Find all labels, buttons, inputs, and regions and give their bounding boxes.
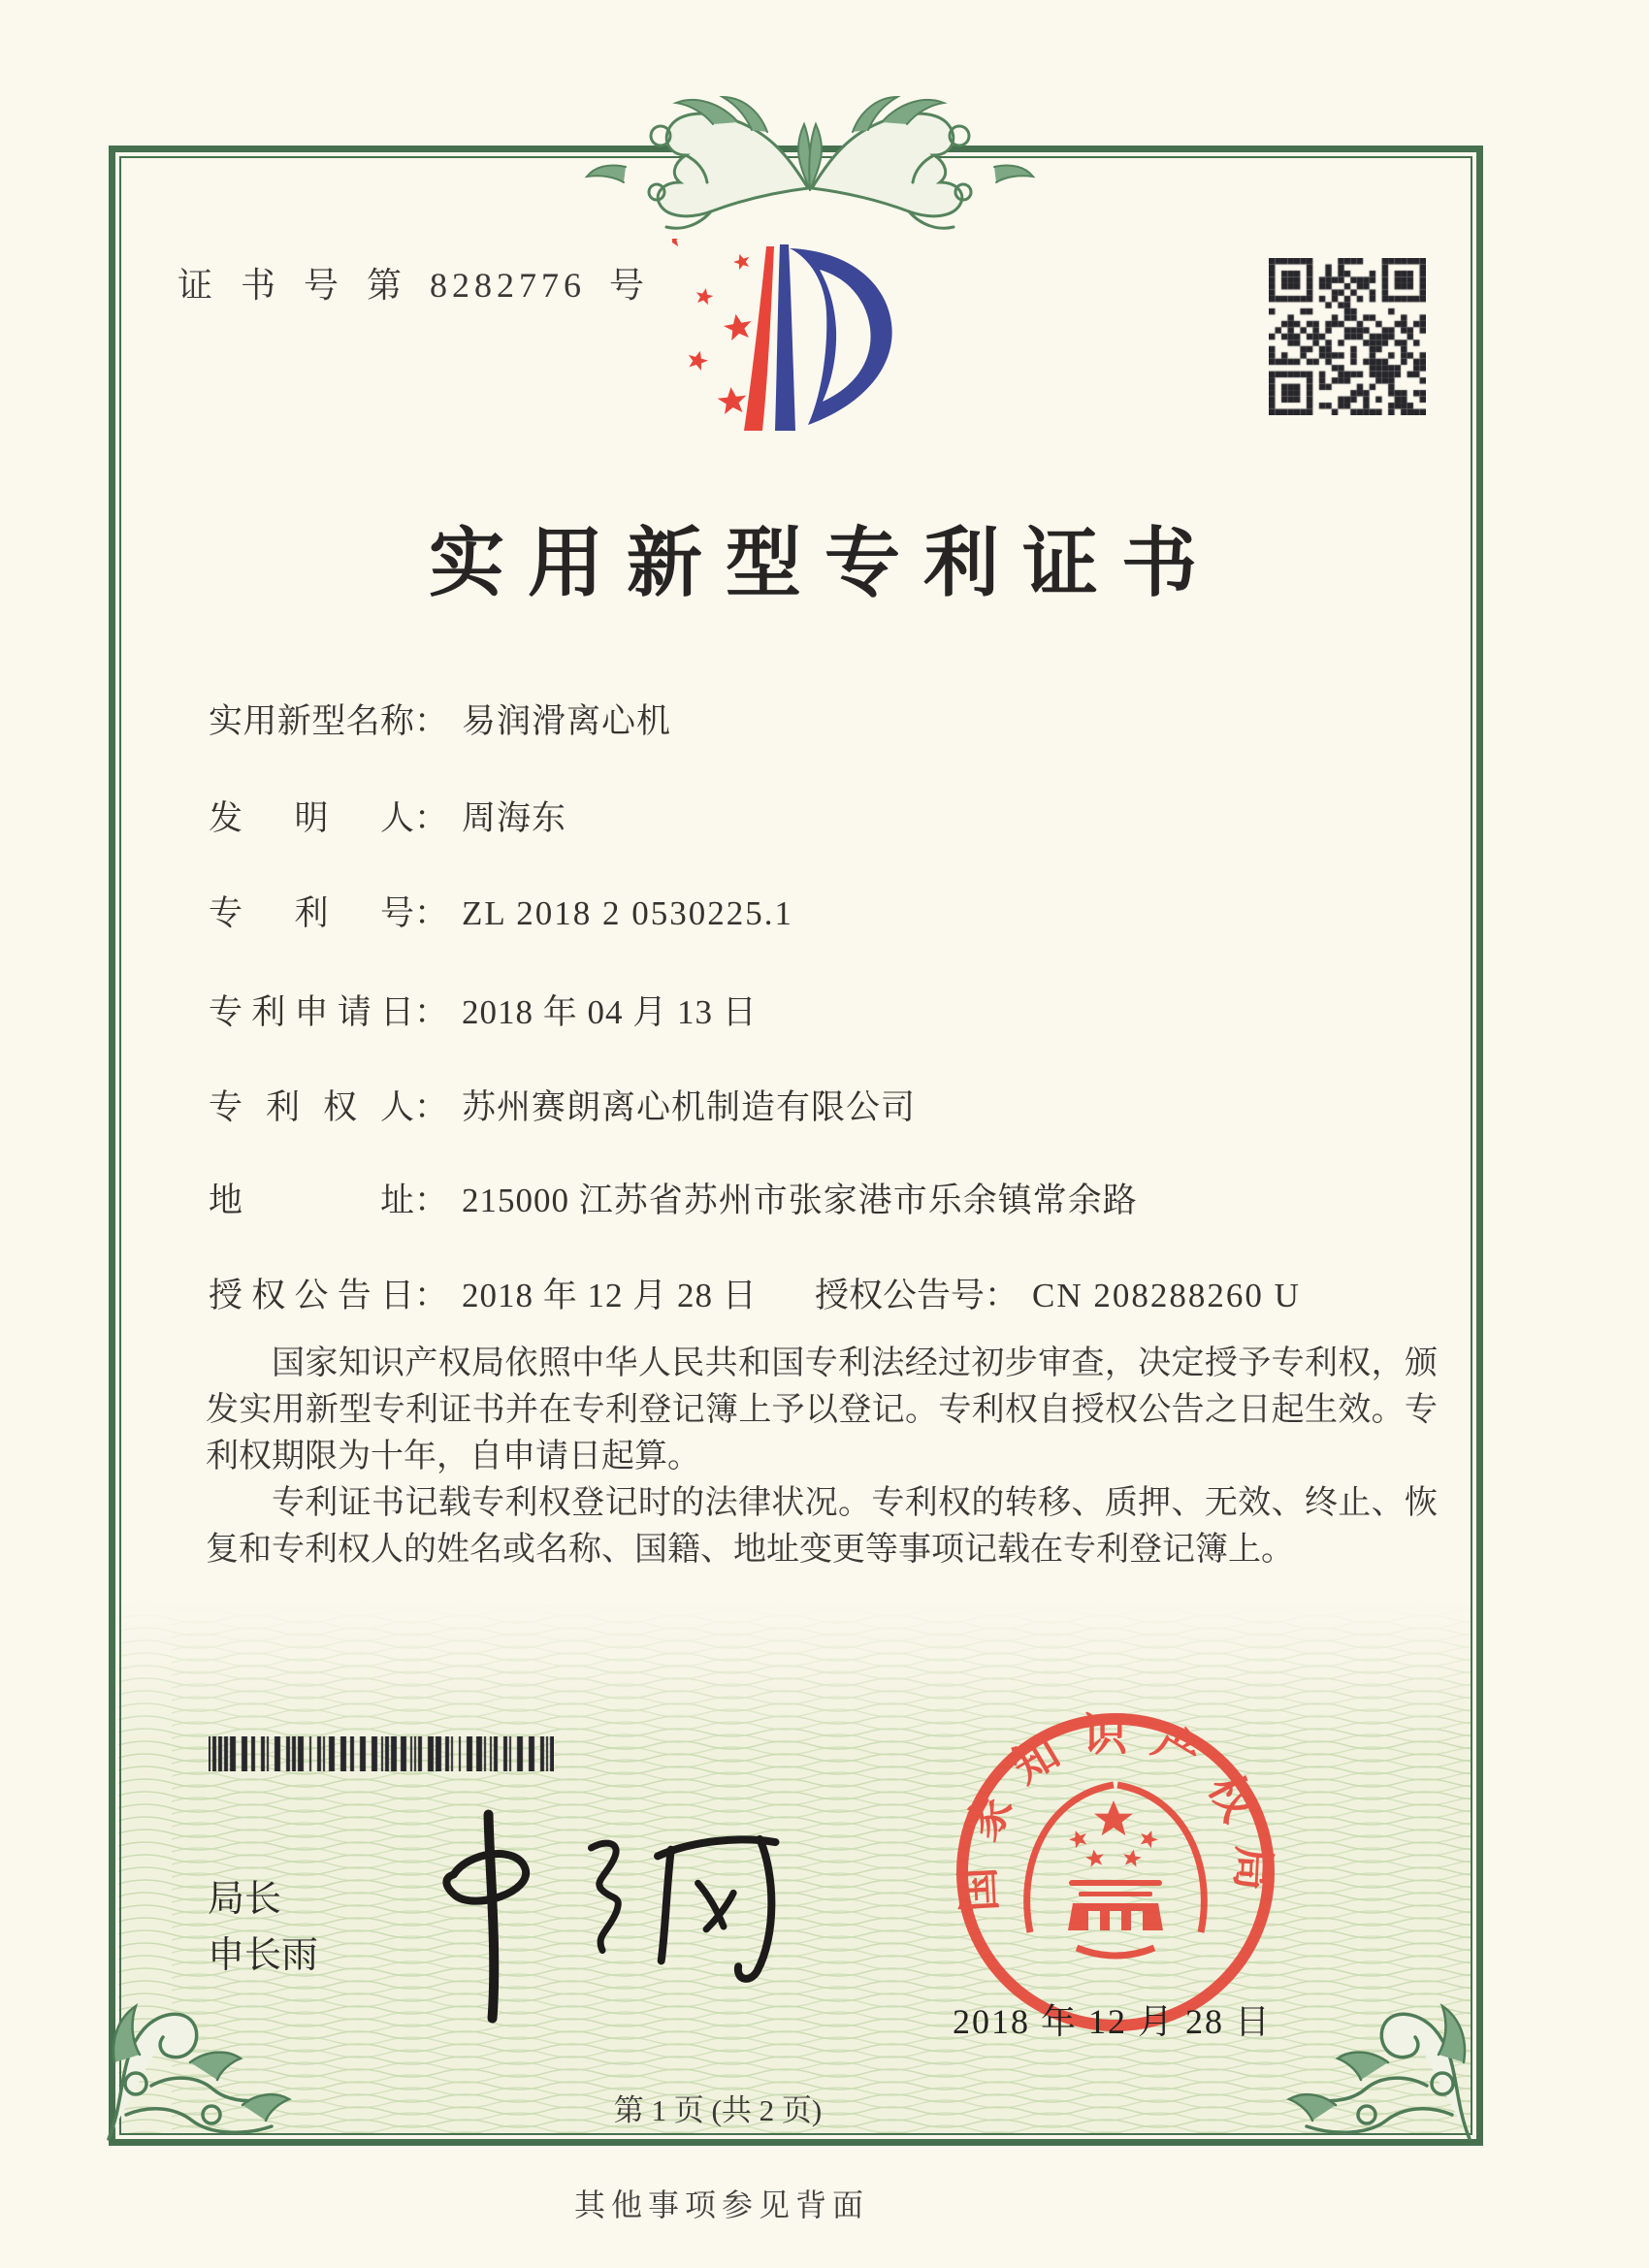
seal-text: 国家知识产权局: [952, 1709, 1279, 1914]
legal-text: [206, 1341, 1438, 1573]
field-row-patentee: [209, 1081, 916, 1129]
field-value: 215000 江苏省苏州市张家港市乐余镇常余路: [462, 1182, 1138, 1219]
certificate-title: 实用新型专利证书: [428, 521, 1220, 605]
field-colon: ：: [414, 1088, 449, 1126]
field-label: 专利号: [209, 894, 414, 932]
field-row-address: [209, 1174, 1138, 1222]
field-colon: ：: [414, 1182, 449, 1219]
field-label: 专利申请日: [209, 993, 414, 1031]
field-row-patent-number: [209, 887, 793, 935]
legal-paragraph-1: 国家知识产权局依照中华人民共和国专利法经过初步审查，决定授予专利权，颁发实用新型专利证书并在专利登记簿上予以登记。专利权自授权公告之日起生效。专利权期限为十年，自申请日起算。: [206, 1345, 1438, 1474]
field-value: 易润滑离心机: [462, 702, 672, 740]
field-value: 2018 年 12 月 28 日: [462, 1277, 758, 1314]
field-label: 发明人: [209, 799, 414, 837]
field-value: 2018 年 04 月 13 日: [462, 993, 758, 1031]
field-row-grant: [209, 1269, 1450, 1317]
field-value: 周海东: [462, 799, 567, 837]
seal-date: 2018 年 12 月 28 日: [953, 2002, 1273, 2041]
field-value: ZL 2018 2 0530225.1: [462, 894, 793, 932]
commissioner-title: 局长: [208, 1879, 282, 1920]
page-indicator: 第 1 页 (共 2 页): [613, 2093, 823, 2127]
field-colon: ：: [414, 1277, 449, 1314]
field-row-name: [209, 695, 671, 743]
field-label: 授权公告号: [815, 1277, 986, 1314]
commissioner-name: 申长雨: [208, 1935, 319, 1976]
field-label: 地址: [209, 1182, 414, 1219]
field-row-inventor: [209, 792, 566, 840]
legal-paragraph-2: 专利证书记载专利权登记时的法律状况。专利权的转移、质押、无效、终止、恢复和专利权人的姓名或名称、国籍、地址变更等事项记载在专利登记簿上。: [206, 1485, 1438, 1568]
qr-code: [1269, 258, 1426, 415]
cnipa-logo-icon: [672, 239, 917, 440]
field-row-filing-date: [209, 986, 758, 1034]
field-grant-number: [815, 1269, 1301, 1317]
national-emblem-icon: [1027, 1785, 1205, 1956]
field-colon: ：: [414, 894, 449, 932]
field-colon: ：: [985, 1277, 1019, 1314]
barcode: [209, 1736, 554, 1771]
field-value: 苏州赛朗离心机制造有限公司: [462, 1088, 917, 1126]
official-seal: [947, 1703, 1284, 2041]
field-colon: ：: [414, 702, 449, 740]
field-label: 专利权人: [209, 1088, 414, 1126]
back-note: 其他事项参见背面: [573, 2187, 869, 2222]
certificate-number: 证 书 号 第 8282776 号: [178, 266, 650, 305]
field-value: CN 208288260 U: [1032, 1277, 1301, 1314]
field-colon: ：: [414, 799, 449, 837]
field-label: 授权公告日: [209, 1277, 414, 1314]
commissioner-signature: [406, 1786, 816, 2037]
field-label: 实用新型名称: [209, 702, 414, 740]
border-ornament-top-icon: [567, 74, 1052, 246]
field-colon: ：: [414, 993, 449, 1031]
